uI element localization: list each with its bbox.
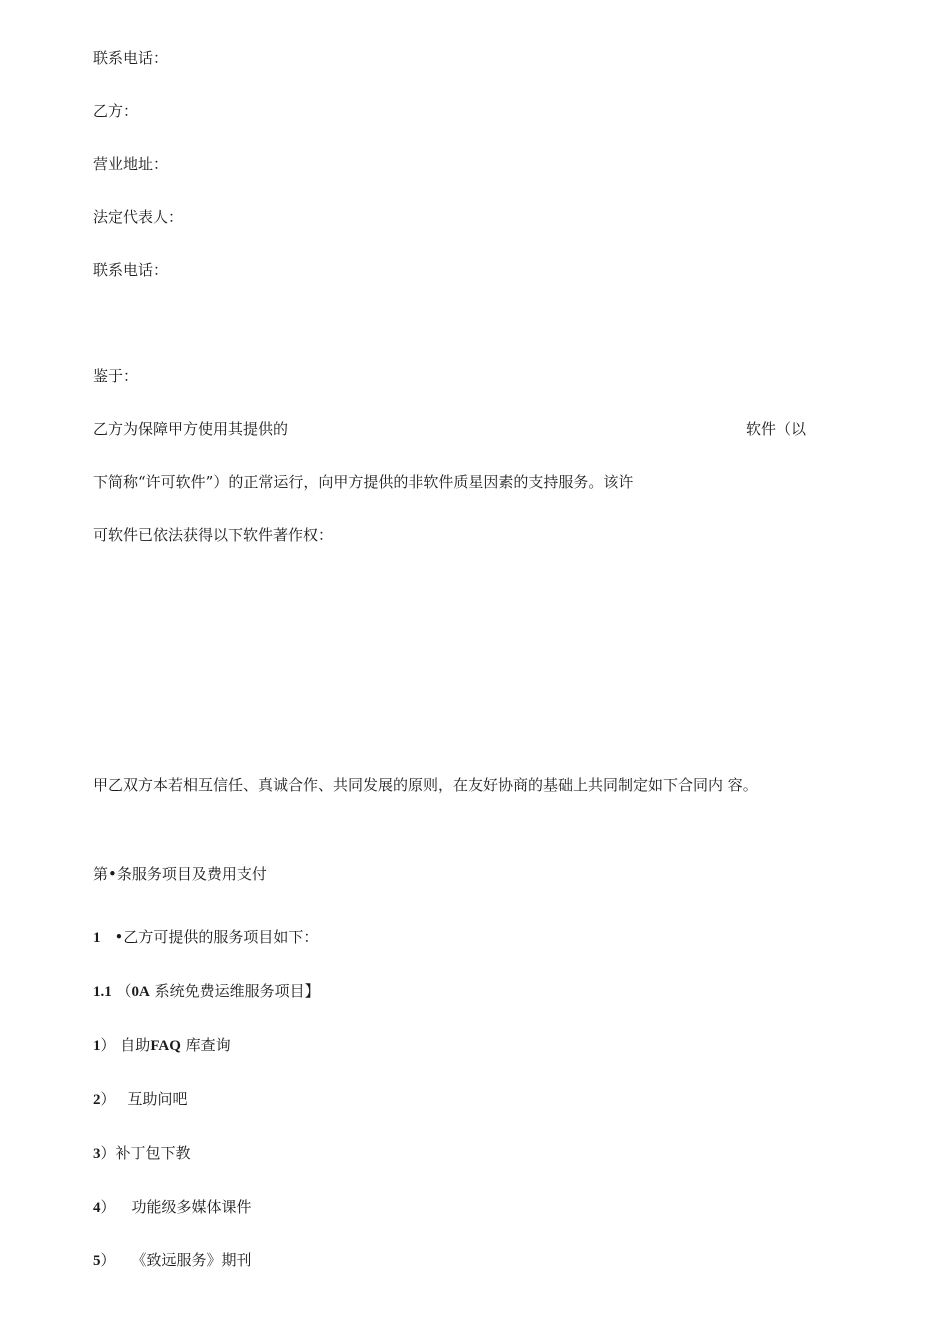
article-1-title: 第•条服务项目及费用支付 xyxy=(93,865,267,883)
list-item-number: 4 xyxy=(93,1200,101,1216)
list-item-number: 3 xyxy=(93,1146,101,1162)
list-item-paren: ） xyxy=(100,1251,116,1269)
list-item-paren: ） xyxy=(100,1198,116,1216)
item-1-text: •乙方可提供的服务项目如下： xyxy=(114,928,319,946)
list-item-number: 2 xyxy=(93,1092,101,1108)
party-b-address-label: 营业地址： xyxy=(93,155,169,173)
list-item-text: 库查询 xyxy=(185,1036,231,1054)
list-item-number: 5 xyxy=(93,1253,101,1269)
recital-line-2: 下简称“许可软件”）的正常运行，向甲方提供的非软件质星因素的支持服务。该许 xyxy=(93,473,634,491)
list-item-code: FAQ xyxy=(150,1038,181,1054)
party-b-phone-label: 联系电话： xyxy=(93,261,169,279)
item-1-1-text: 系统免费运维服务项目】 xyxy=(154,982,320,1000)
list-item-paren: ） xyxy=(100,1090,116,1108)
list-item-number: 1 xyxy=(93,1038,101,1054)
list-item xyxy=(93,1035,231,1056)
list-item-paren: ） xyxy=(100,1144,116,1162)
item-1-number: 1 xyxy=(93,930,101,946)
item-1-1-open-bracket: （ xyxy=(116,982,132,1000)
list-item xyxy=(93,1197,252,1218)
recital-line-3: 可软件已依法获得以下软件著作权： xyxy=(93,526,334,544)
list-item-text: 补丁包下教 xyxy=(115,1144,191,1162)
list-item-text: 功能级多媒体课件 xyxy=(131,1198,252,1216)
list-item-prefix: 自助 xyxy=(120,1036,151,1054)
item-1 xyxy=(93,927,318,948)
party-b-legal-rep-label: 法定代表人： xyxy=(93,208,184,226)
party-a-phone-label: 联系电话： xyxy=(93,49,169,67)
list-item xyxy=(93,1089,188,1110)
list-item-text: 《致远服务》期刊 xyxy=(131,1251,252,1269)
party-b-label: 乙方： xyxy=(93,102,139,120)
agreement-intro: 甲乙双方本若相互信任、真诚合作、共同发展的原则，在友好协商的基础上共同制定如下合同内 容。 xyxy=(93,776,758,794)
item-1-1-number: 1.1 xyxy=(93,984,112,1000)
list-item xyxy=(93,1143,191,1164)
recital-line-1-right: 软件（以 xyxy=(746,420,807,438)
list-item-paren: ） xyxy=(100,1036,116,1054)
whereas-label: 鉴于： xyxy=(93,367,139,385)
item-1-1-code: 0A xyxy=(131,984,150,1000)
item-1-1 xyxy=(93,981,320,1002)
list-item-text: 互助问吧 xyxy=(127,1090,188,1108)
list-item xyxy=(93,1250,252,1271)
recital-line-1-left: 乙方为保障甲方使用其提供的 xyxy=(93,420,289,438)
